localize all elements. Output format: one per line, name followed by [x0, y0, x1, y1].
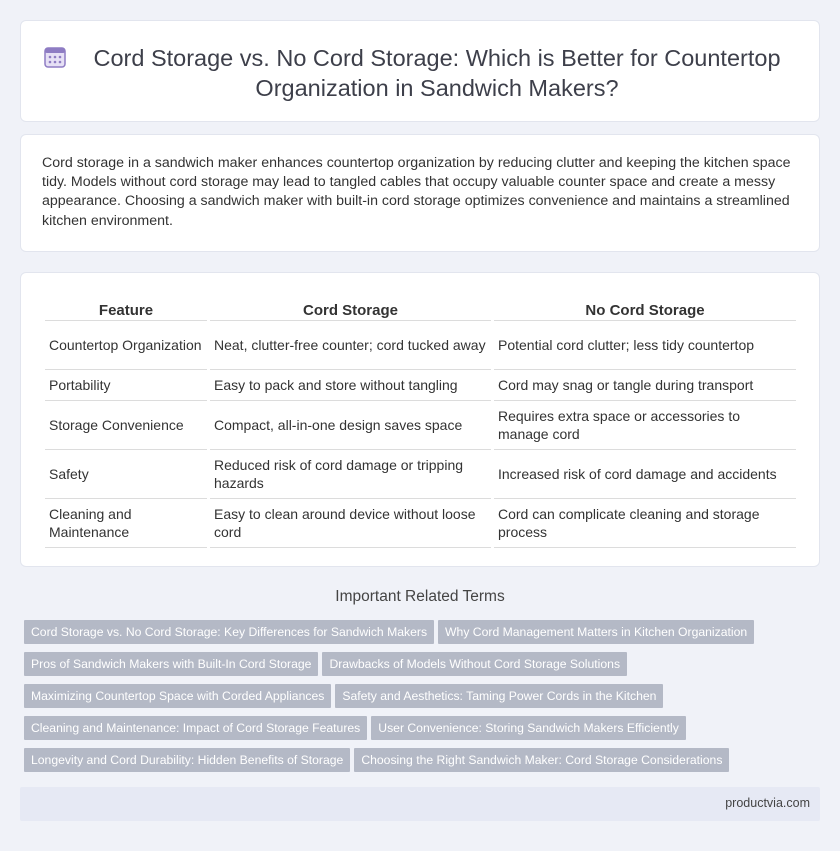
related-term-tag[interactable]: Cord Storage vs. No Cord Storage: Key Differences for Sandwich Makers [24, 620, 434, 644]
related-term-tag[interactable]: Longevity and Cord Durability: Hidden Benefits of Storage [24, 748, 350, 772]
page-title: Cord Storage vs. No Cord Storage: Which is Better for Countertop Organization in Sandwich Makers? [93, 45, 781, 101]
table-header-row [45, 297, 796, 321]
title-card [20, 20, 820, 122]
related-term-tag[interactable]: Why Cord Management Matters in Kitchen Organization [438, 620, 754, 644]
table-row [45, 401, 796, 450]
feature-cell: Safety [45, 450, 207, 499]
cord-storage-cell: Easy to clean around device without loose cord [210, 499, 491, 548]
cord-storage-cell: Easy to pack and store without tangling [210, 370, 491, 401]
related-term-tag[interactable]: Choosing the Right Sandwich Maker: Cord Storage Considerations [354, 748, 729, 772]
no-cord-storage-cell: Increased risk of cord damage and accidents [494, 450, 796, 499]
intro-paragraph: Cord storage in a sandwich maker enhances countertop organization by reducing clutter and keeping the kitchen space tidy. Models without cord storage may lead to tangled cables that occupy valuable counter space and create a messy appearance. Choosing a sandwich maker with built-in cord storage optimizes convenience and maintains a streamlined kitchen environment. [42, 155, 791, 229]
intro-card [20, 134, 820, 252]
related-term-tag[interactable]: Drawbacks of Models Without Cord Storage Solutions [322, 652, 627, 676]
no-cord-storage-cell: Cord can complicate cleaning and storage process [494, 499, 796, 548]
feature-cell: Countertop Organization [45, 321, 207, 370]
related-term-tag[interactable]: Pros of Sandwich Makers with Built-In Cord Storage [24, 652, 318, 676]
table-row [45, 450, 796, 499]
cord-storage-cell: Reduced risk of cord damage or tripping hazards [210, 450, 491, 499]
related-term-tag[interactable]: Cleaning and Maintenance: Impact of Cord Storage Features [24, 716, 367, 740]
related-terms-title: Important Related Terms [335, 588, 505, 605]
no-cord-storage-cell: Cord may snag or tangle during transport [494, 370, 796, 401]
table-row [45, 499, 796, 548]
comparison-table [42, 297, 799, 548]
cord-storage-cell: Neat, clutter-free counter; cord tucked away [210, 321, 491, 370]
no-cord-storage-cell: Requires extra space or accessories to manage cord [494, 401, 796, 450]
related-term-tag[interactable]: Safety and Aesthetics: Taming Power Cords in the Kitchen [335, 684, 663, 708]
feature-cell: Storage Convenience [45, 401, 207, 450]
comparison-card [20, 272, 820, 567]
table-row [45, 370, 796, 401]
header-feature: Feature [45, 297, 207, 321]
header-no-cord-storage: No Cord Storage [494, 297, 796, 321]
related-term-tag[interactable]: Maximizing Countertop Space with Corded Appliances [24, 684, 331, 708]
header-cord-storage: Cord Storage [210, 297, 491, 321]
feature-cell: Portability [45, 370, 207, 401]
cord-storage-cell: Compact, all-in-one design saves space [210, 401, 491, 450]
footer [20, 787, 820, 821]
footer-site-link[interactable]: productvia.com [725, 796, 810, 810]
related-term-tag[interactable]: User Convenience: Storing Sandwich Makers Efficiently [371, 716, 686, 740]
feature-cell: Cleaning and Maintenance [45, 499, 207, 548]
table-row [45, 321, 796, 370]
related-terms-list [24, 620, 814, 780]
no-cord-storage-cell: Potential cord clutter; less tidy countertop [494, 321, 796, 370]
